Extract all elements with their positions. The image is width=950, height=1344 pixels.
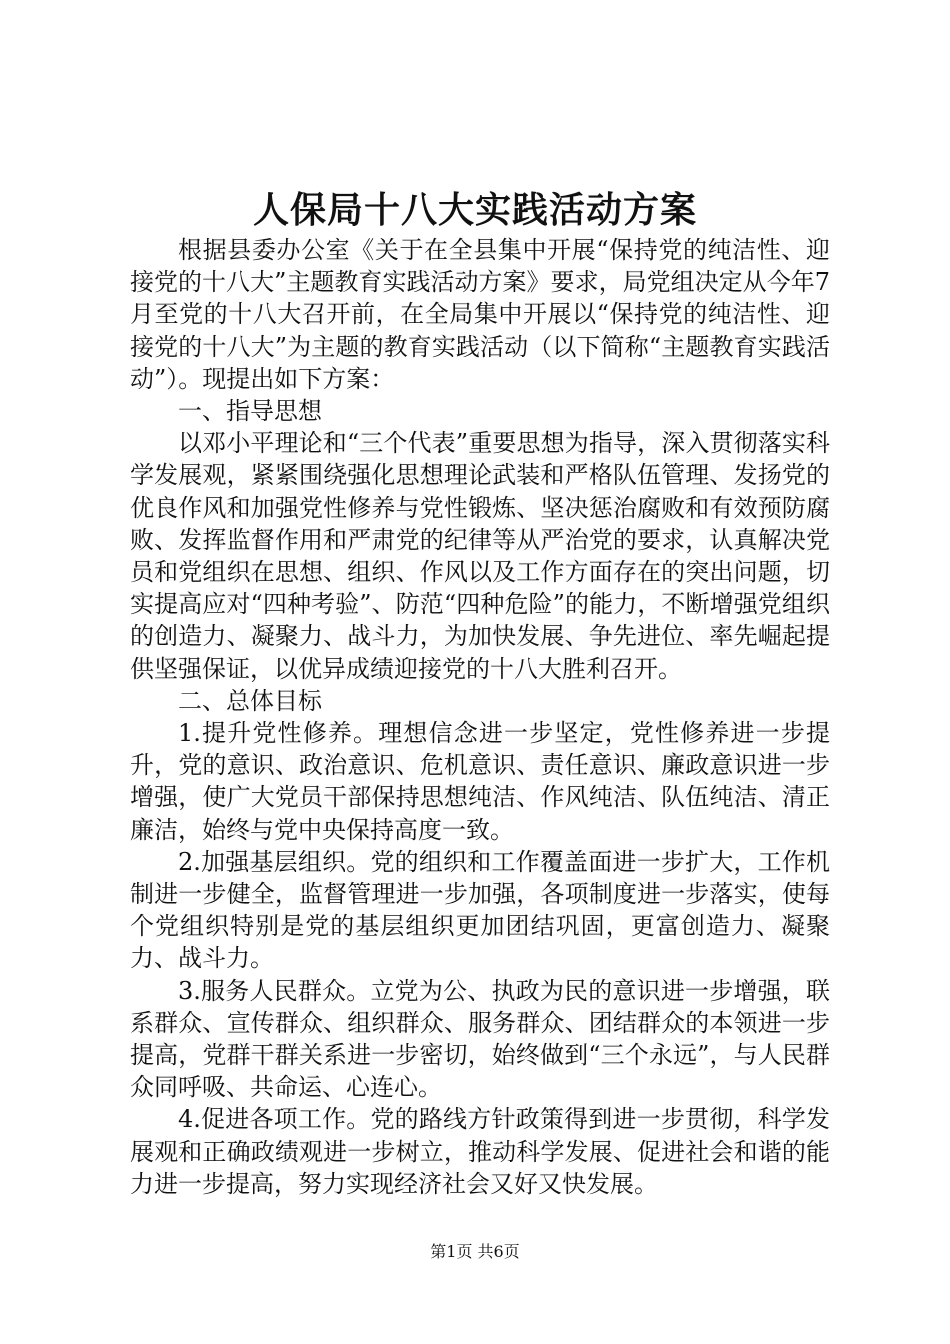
- goal-item-3: 3.服务人民群众。立党为公、执政为民的意识进一步增强，联系群众、宣传群众、组织群众、服务群众、团结群众的本领进一步提高，党群干群关系进一步密切，始终做到“三个永远”，与人民群众同呼吸、共命运、心连心。: [130, 976, 830, 1102]
- goal-item-4: 4.促进各项工作。党的路线方针政策得到进一步贯彻，科学发展观和正确政绩观进一步树立，推动科学发展、促进社会和谐的能力进一步提高，努力实现经济社会又好又快发展。: [130, 1105, 830, 1198]
- goal-item-2: 2.加强基层组织。党的组织和工作覆盖面进一步扩大，工作机制进一步健全，监督管理进一步加强，各项制度进一步落实，使每个党组织特别是党的基层组织更加团结巩固，更富创造力、凝聚力、战斗力。: [130, 847, 830, 973]
- section-heading-overall-goals: 二、总体目标: [178, 686, 322, 715]
- intro-paragraph: 根据县委办公室《关于在全县集中开展“保持党的纯洁性、迎接党的十八大”主题教育实践活动方案》要求，局党组决定从今年7月至党的十八大召开前，在全局集中开展以“保持党的纯洁性、迎接党的十八大”为主题的教育实践活动（以下简称“主题教育实践活动”）。现提出如下方案：: [130, 236, 830, 393]
- section-heading-guiding-thought: 一、指导思想: [178, 397, 322, 426]
- page-number-footer: 第1页 共6页: [430, 1242, 520, 1261]
- guiding-thought-paragraph: 以邓小平理论和“三个代表”重要思想为指导，深入贯彻落实科学发展观，紧紧围绕强化思想理论武装和严格队伍管理、发扬党的优良作风和加强党性修养与党性锻炼、坚决惩治腐败和有效预防腐败、发挥监督作用和严肃党的纪律等从严治党的要求，认真解决党员和党组织在思想、组织、作风以及工作方面存在的突出问题，切实提高应对“四种考验”、防范“四种危险”的能力，不断增强党组织的创造力、凝聚力、战斗力，为加快发展、争先进位、率先崛起提供坚强保证，以优异成绩迎接党的十八大胜利召开。: [130, 429, 830, 683]
- document-title: 人保局十八大实践活动方案: [252, 189, 697, 231]
- document-body: [130, 234, 830, 1200]
- goal-item-1: 1.提升党性修养。理想信念进一步坚定，党性修养进一步提升，党的意识、政治意识、危机意识、责任意识、廉政意识进一步增强，使广大党员干部保持思想纯洁、作风纯洁、队伍纯洁、清正廉洁，始终与党中央保持高度一致。: [130, 719, 830, 844]
